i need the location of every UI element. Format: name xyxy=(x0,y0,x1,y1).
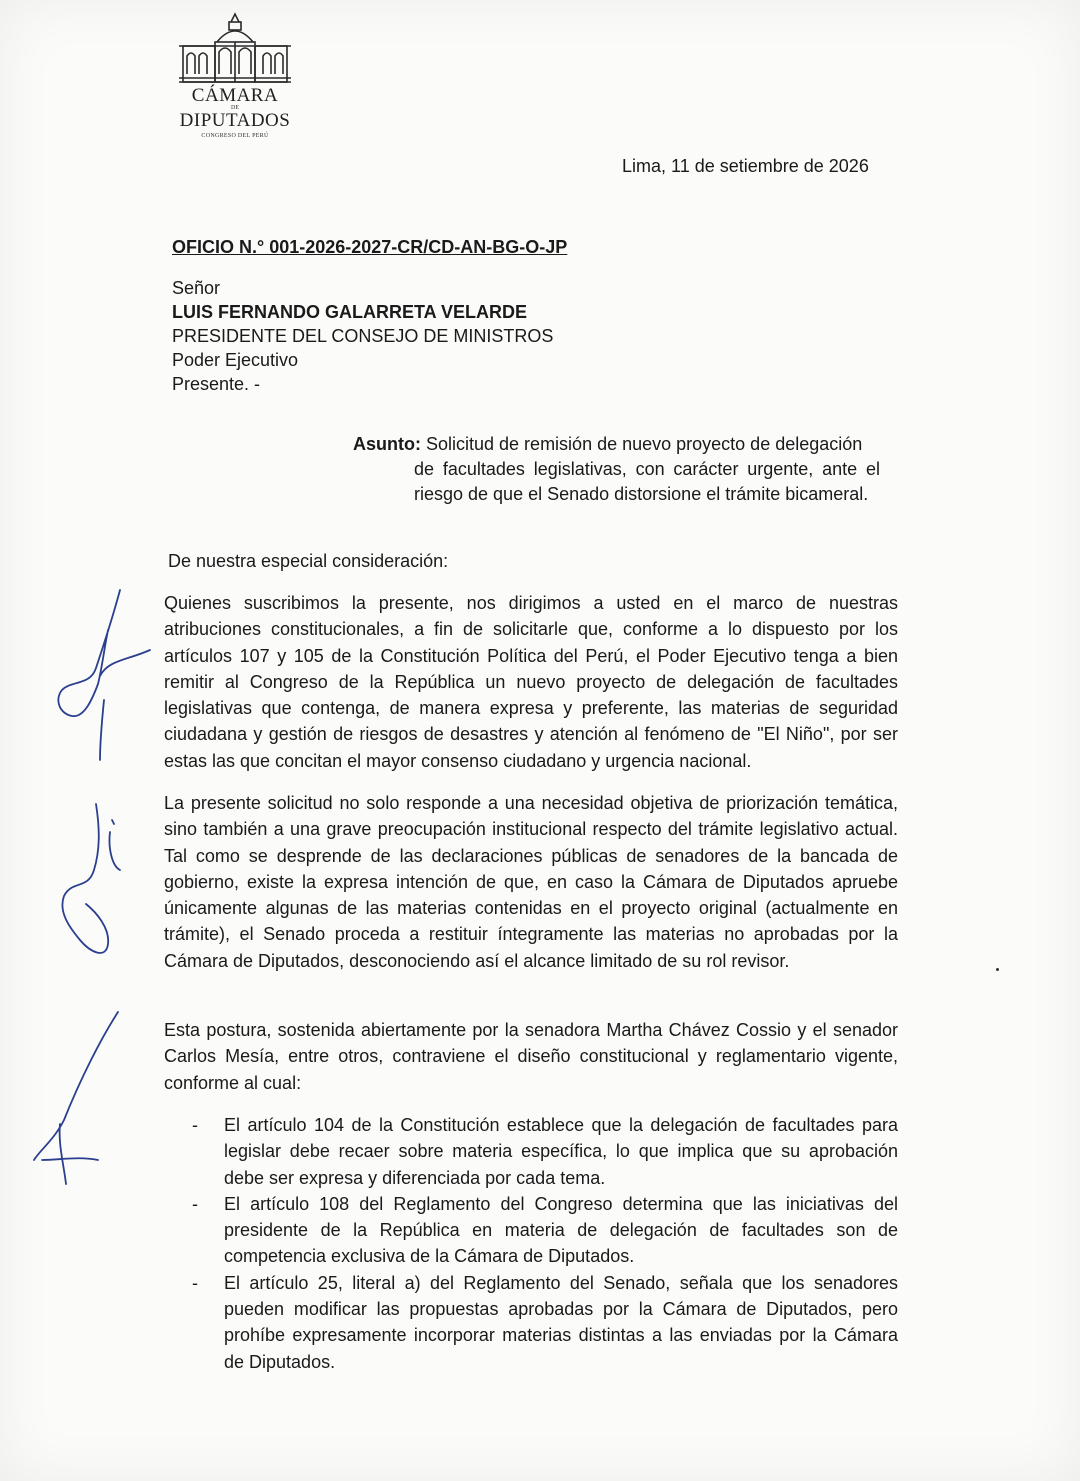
subject-label: Asunto: xyxy=(353,434,421,454)
subject-block xyxy=(353,432,880,507)
greeting: De nuestra especial consideración: xyxy=(168,551,449,571)
letterhead-diputados: DIPUTADOS xyxy=(179,110,291,131)
paragraph-2: La presente solicitud no solo responde a una necesidad objetiva de priorización temática, sino también a una grave preocupación institucional respecto del trámite legislativo actual. Tal como se desprende de las declaraciones públicas de senadores de la bancada de gobierno, existe la expresa intención de que, en caso la Cámara de Diputados apruebe únicamente algunas de las materias contenidas en el proyecto original (actualmente en trámite), el Senado proceda a restituir íntegramente las materias no aprobadas por la Cámara de Diputados, desconociendo así el alcance limitado de su rol revisor. xyxy=(164,793,898,971)
congress-building-icon xyxy=(175,8,295,86)
letterhead-congreso: CONGRESO DEL PERÚ xyxy=(201,133,269,139)
list-item xyxy=(190,1270,898,1375)
subject-rest: de facultades legislativas, con carácter urgente, ante el riesgo de que el Senado distorsione el trámite bicameral. xyxy=(414,459,880,504)
signature-1 xyxy=(58,590,150,760)
reference-number: OFICIO N.° 001-2026-2027-CR/CD-AN-BG-O-JP xyxy=(172,237,568,257)
bullet-dash: - xyxy=(192,1193,198,1214)
letter-date: Lima, 11 de setiembre de 2026 xyxy=(622,156,869,176)
paragraph-3: Esta postura, sostenida abiertamente por la senadora Martha Chávez Cossio y el senador Carlos Mesía, entre otros, contraviene el diseño constitucional y reglamentario vigente, conforme al cual: xyxy=(164,1020,898,1093)
recipient-present: Presente. - xyxy=(172,374,261,394)
scan-speck xyxy=(996,968,999,971)
bullet-dash: - xyxy=(192,1115,198,1135)
paragraph-1: Quienes suscribimos la presente, nos dirigimos a usted en el marco de nuestras atribuciones constitucionales, a fin de solicitarle que, conforme a lo dispuesto por los artículos 107 y 105 de la Constitución Política del Perú, el Poder Ejecutivo tenga a bien remitir al Congreso de la República un nuevo proyecto de delegación de facultades legislativas que contenga, de manera expresa y preferente, las materias de seguridad ciudadana y gestión de riesgos de desastres y atención al fenómeno de "El Niño", por ser estas las que concitan el mayor consenso ciudadano y urgencia nacional. xyxy=(164,593,898,771)
recipient-block xyxy=(172,276,553,396)
list-item-text: El artículo 104 de la Constitución establece que la delegación de facultades para legislar debe recaer sobre materia específica, lo que implica que su aprobación debe ser expresa y diferenciada por cada tema. xyxy=(224,1115,898,1188)
recipient-position: PRESIDENTE DEL CONSEJO DE MINISTROS xyxy=(172,326,554,346)
letterhead-logo xyxy=(170,8,300,139)
recipient-salutation: Señor xyxy=(172,278,221,298)
letterhead-camara: CÁMARA xyxy=(191,85,279,106)
subject-first-line: Solicitud de remisión de nuevo proyecto de delegación xyxy=(426,434,863,454)
recipient-name: LUIS FERNANDO GALARRETA VELARDE xyxy=(172,302,527,322)
list-item xyxy=(190,1112,898,1191)
list-item xyxy=(190,1191,898,1270)
list-item-text: El artículo 25, literal a) del Reglamento del Senado, señala que los senadores pueden modificar las propuestas aprobadas por la Cámara de Diputados, pero prohíbe expresamente incorporar materias distintas a las enviadas por la Cámara de Diputados. xyxy=(224,1272,898,1372)
signature-2 xyxy=(62,804,120,953)
letterhead-de: DE xyxy=(231,105,239,111)
legal-basis-list xyxy=(190,1112,898,1375)
recipient-institution: Poder Ejecutivo xyxy=(172,350,299,370)
signature-3 xyxy=(34,1012,118,1184)
bullet-dash: - xyxy=(192,1272,198,1293)
list-item-text: El artículo 108 del Reglamento del Congreso determina que las iniciativas del presidente de la República en materia de delegación de facultades son de competencia exclusiva de la Cámara de Diputados. xyxy=(224,1193,898,1267)
